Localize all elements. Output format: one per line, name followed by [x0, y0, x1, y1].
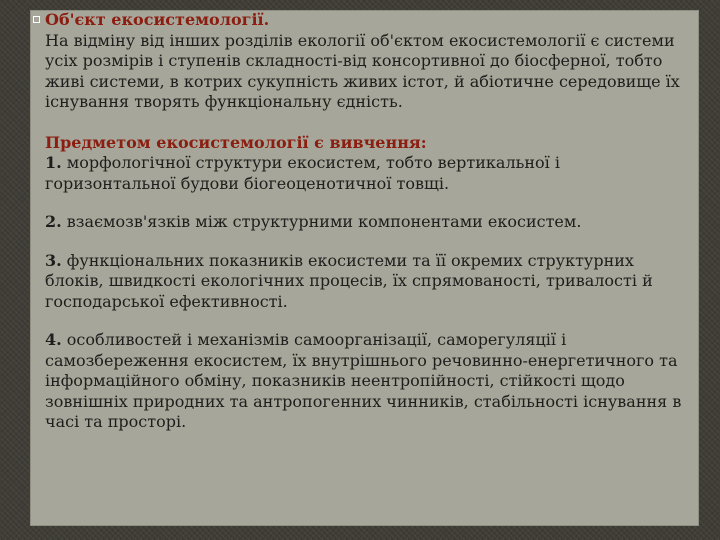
item-text: взаємозв'язків між структурними компонентами екосистем.	[61, 212, 582, 231]
item-number: 4.	[45, 330, 62, 349]
item-number: 2.	[45, 212, 62, 231]
spacer	[45, 194, 693, 212]
object-paragraph	[45, 10, 693, 113]
subject-item-4	[45, 330, 693, 433]
item-text: функціональних показників екосистеми та її окремих структурних блоків, швидкості екологічних процесів, їх спрямованості, тривалості й господарської ефективності.	[45, 250, 653, 311]
object-intro: На відміну від інших розділів екології об'єктом екосистемології є системи усіх розмірів і ступенів складності-від консортивної до біосферної, тобто живі системи, в котрих сукупність живих істот, й абіотичне середовище їх існування творять функціональну єдність.	[45, 30, 680, 111]
item-number: 3.	[45, 250, 62, 270]
subject-heading: Предметом екосистемології є вивчення:	[45, 132, 427, 152]
slide-content	[45, 10, 693, 433]
subject-item-2	[45, 212, 693, 233]
subject-item-1	[45, 133, 693, 195]
item-text: морфологічної структури екосистем, тобто вертикальної і горизонтальної будови біогеоценотичної товщі.	[45, 153, 560, 193]
square-bullet-icon	[33, 16, 40, 23]
object-title: Об'єкт екосистемології.	[45, 10, 270, 29]
spacer	[45, 312, 693, 330]
item-number: 1.	[45, 153, 62, 172]
subject-item-3	[45, 251, 693, 313]
spacer	[45, 113, 693, 133]
spacer	[45, 233, 693, 251]
item-text: особливостей і механізмів самоорганізації, саморегуляції і самозбереження екосистем, їх внутрішнього речовинно-енергетичного та інформаційного обміну, показників неентропійності, стійкості щодо зовнішніх природних та антропогенних чинників, стабільності існування в часі та просторі.	[45, 330, 682, 431]
